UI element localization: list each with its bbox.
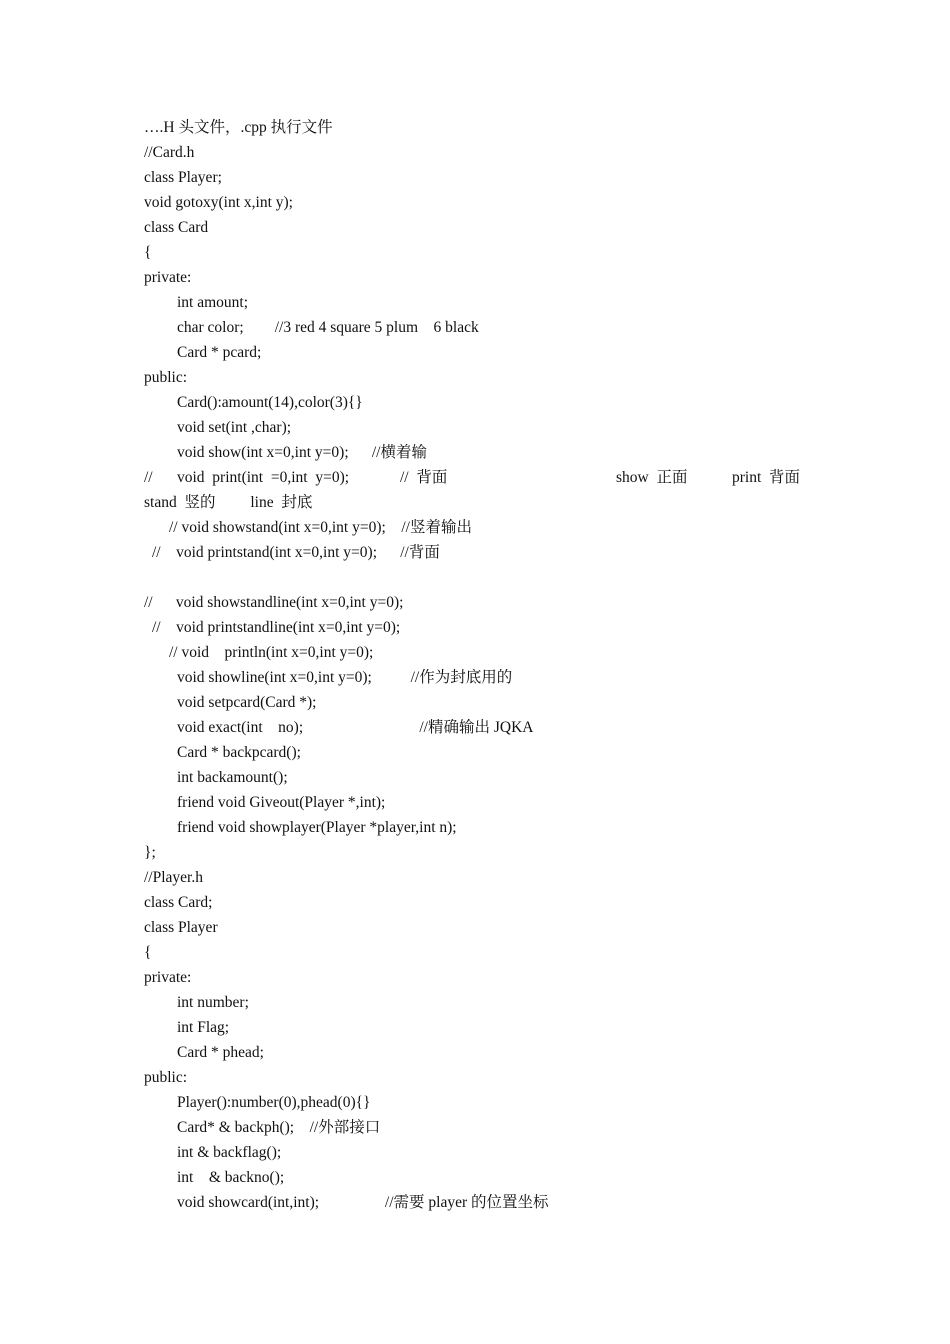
code-line: private: xyxy=(144,269,192,286)
code-line: class Card xyxy=(144,219,209,236)
code-line: // void printstand(int x=0,int y=0); //背面 xyxy=(152,544,440,561)
code-line: void set(int ,char); xyxy=(177,419,292,436)
code-line: //Player.h xyxy=(144,869,203,886)
code-line: Player():number(0),phead(0){} xyxy=(177,1094,371,1111)
code-fragment: void print(int =0,int y=0); xyxy=(177,469,350,486)
note-print: print 背面 xyxy=(732,469,801,486)
code-line: // void println(int x=0,int y=0); xyxy=(169,644,374,661)
header-line: ….H 头文件，.cpp 执行文件 xyxy=(144,119,333,136)
code-line: // void showstand(int x=0,int y=0); //竖着输出 xyxy=(169,519,472,536)
code-line-split xyxy=(144,465,824,490)
code-line: //Card.h xyxy=(144,144,195,161)
comment-fragment: // 背面 xyxy=(400,469,448,486)
code-line: Card():amount(14),color(3){} xyxy=(177,394,363,411)
code-line: public: xyxy=(144,369,188,386)
code-line: int & backno(); xyxy=(177,1169,285,1186)
code-line: void setpcard(Card *); xyxy=(177,694,317,711)
code-line: char color; //3 red 4 square 5 plum 6 black xyxy=(177,319,479,336)
code-line: Card * backpcard(); xyxy=(177,744,301,761)
code-line: Card * phead; xyxy=(177,1044,264,1061)
note-show: show 正面 xyxy=(616,469,688,486)
code-line: void show(int x=0,int y=0); //横着输 xyxy=(177,444,427,461)
code-line: void showline(int x=0,int y=0); //作为封底用的 xyxy=(177,669,513,686)
code-line: // void printstandline(int x=0,int y=0); xyxy=(152,619,401,636)
code-line: friend void showplayer(Player *player,int n); xyxy=(177,819,457,836)
code-line: Card* & backph(); //外部接口 xyxy=(177,1119,381,1136)
code-line: Card * pcard; xyxy=(177,344,262,361)
code-line: class Player xyxy=(144,919,218,936)
code-line: int & backflag(); xyxy=(177,1144,282,1161)
code-line: friend void Giveout(Player *,int); xyxy=(177,794,386,811)
code-line: }; xyxy=(144,844,156,861)
code-line: int Flag; xyxy=(177,1019,230,1036)
code-line: { xyxy=(144,944,152,961)
code-line: { xyxy=(144,244,152,261)
code-line: int amount; xyxy=(177,294,249,311)
code-line: void gotoxy(int x,int y); xyxy=(144,194,293,211)
code-line: // void showstandline(int x=0,int y=0); xyxy=(144,594,404,611)
code-line: void showcard(int,int); //需要 player 的位置坐标 xyxy=(177,1194,549,1211)
code-line: void exact(int no); //精确输出 JQKA xyxy=(177,719,534,736)
comment-marker: // xyxy=(144,469,153,486)
code-line: class Player; xyxy=(144,169,222,186)
code-line: int number; xyxy=(177,994,249,1011)
code-line: class Card; xyxy=(144,894,213,911)
code-line: int backamount(); xyxy=(177,769,288,786)
code-line: public: xyxy=(144,1069,188,1086)
code-line: private: xyxy=(144,969,192,986)
code-line: stand 竖的 line 封底 xyxy=(144,494,313,511)
